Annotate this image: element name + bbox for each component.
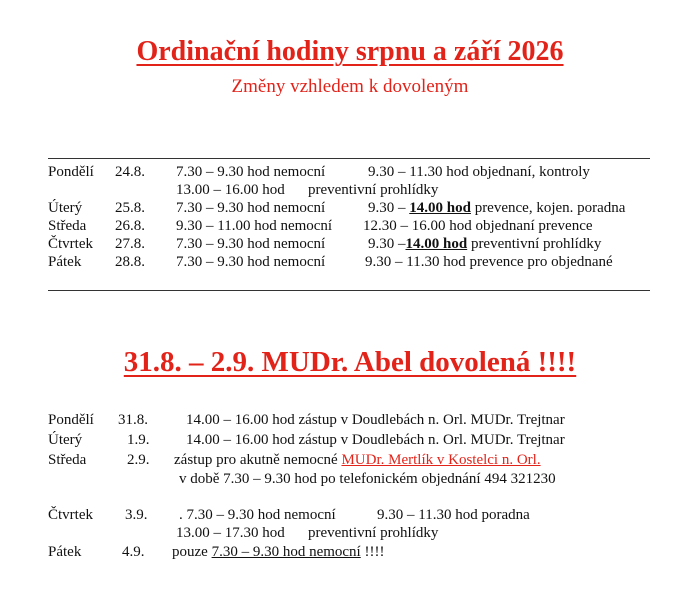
substitute-info-2: v době 7.30 – 9.30 hod po telefonickém objednání 494 321230 (179, 471, 556, 487)
date-label: 4.9. (122, 544, 145, 560)
time-slot: 13.00 – 16.00 hod (176, 182, 285, 198)
day-label: Čtvrtek (48, 507, 93, 523)
date-label: 24.8. (115, 164, 145, 180)
date-label: 25.8. (115, 200, 145, 216)
time-slot: 7.30 – 9.30 hod nemocní (176, 254, 326, 270)
day-label: Pátek (48, 254, 82, 270)
time-slot-note: preventivní prohlídky (308, 525, 439, 541)
page-title: Ordinační hodiny srpnu a září 2026 (136, 36, 564, 67)
day-label: Čtvrtek (48, 236, 93, 252)
substitute-doctor-link[interactable]: MUDr. Mertlík v Kostelci n. Orl. (341, 452, 541, 468)
time-slot: 9.30 – 11.30 hod prevence pro objednané (365, 254, 613, 270)
date-label: 31.8. (118, 412, 148, 428)
highlight-time: 14.00 hod (409, 200, 471, 216)
time-slot: 12.30 – 16.00 hod objednaní prevence (363, 218, 593, 234)
bottom-divider (48, 290, 650, 291)
day-label: Středa (48, 452, 87, 468)
day-label: Pondělí (48, 164, 94, 180)
day-label: Úterý (48, 200, 83, 216)
time-slot: pouze 7.30 – 9.30 hod nemocní !!!! (172, 544, 385, 560)
date-label: 28.8. (115, 254, 145, 270)
date-label: 27.8. (115, 236, 145, 252)
substitute-info: 14.00 – 16.00 hod zástup v Doudlebách n. Orl. MUDr. Trejtnar (186, 432, 565, 448)
underlined-time: 7.30 – 9.30 hod nemocní (211, 544, 361, 560)
time-slot: 7.30 – 9.30 hod nemocní (176, 164, 326, 180)
day-label: Pátek (48, 544, 82, 560)
time-slot: 9.30 – 11.30 hod objednaní, kontroly (368, 164, 590, 180)
day-label: Středa (48, 218, 87, 234)
highlight-time: 14.00 hod (405, 236, 468, 252)
date-label: 1.9. (127, 432, 150, 448)
vacation-heading: 31.8. – 2.9. MUDr. Abel dovolená !!!! (123, 346, 577, 378)
time-slot: 13.00 – 17.30 hod (176, 525, 285, 541)
day-label: Pondělí (48, 412, 94, 428)
substitute-info: 14.00 – 16.00 hod zástup v Doudlebách n. Orl. MUDr. Trejtnar (186, 412, 565, 428)
time-slot: 9.30 – 14.00 hod prevence, kojen. poradna (368, 200, 626, 216)
page-subtitle: Změny vzhledem k dovoleným (231, 76, 469, 97)
time-slot: 7.30 – 9.30 hod nemocní (176, 200, 326, 216)
substitute-info: zástup pro akutně nemocné MUDr. Mertlík v Kostelci n. Orl. (174, 452, 541, 468)
time-slot: 9.30 – 11.30 hod poradna (377, 507, 530, 523)
time-slot-note: preventivní prohlídky (308, 182, 439, 198)
time-slot: 7.30 – 9.30 hod nemocní (176, 236, 326, 252)
time-slot: 9.30 –14.00 hod preventivní prohlídky (368, 236, 602, 252)
date-label: 2.9. (127, 452, 150, 468)
date-label: 26.8. (115, 218, 145, 234)
time-slot: . 7.30 – 9.30 hod nemocní (179, 507, 336, 523)
day-label: Úterý (48, 432, 83, 448)
top-divider (48, 158, 650, 159)
time-slot: 9.30 – 11.00 hod nemocní (176, 218, 333, 234)
date-label: 3.9. (125, 507, 148, 523)
